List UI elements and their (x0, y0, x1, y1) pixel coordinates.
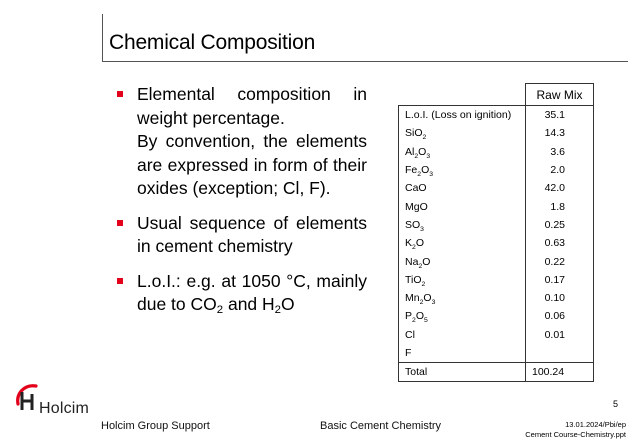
table-row (399, 252, 594, 270)
component-value: 2.0 (526, 161, 594, 179)
component-name: SiO$_2$ (399, 124, 526, 142)
component-name: TiO$_2$ (399, 271, 526, 289)
bullet-usual-sequence (117, 212, 367, 259)
table-row (399, 326, 594, 344)
holcim-logo-text: Holcim (39, 400, 90, 417)
bullet-square-icon (117, 220, 123, 226)
slide-title: Chemical Composition (109, 31, 316, 54)
table-row (399, 161, 594, 179)
component-value: 1.8 (526, 197, 594, 215)
footer-right (525, 420, 626, 440)
bullet-text: By convention, the elements are expressed in form of their oxides (exception; Cl, F). (137, 131, 367, 198)
page-number: 5 (613, 399, 619, 409)
component-name: $Fe_2O_3$ (399, 161, 526, 179)
table-row (399, 234, 594, 252)
bullet-elemental-composition (117, 83, 367, 201)
table-total-row (399, 363, 594, 382)
bullet-text: L.o.I.: e.g. at 1050 °C, mainly due to $CO_2$ and $H_2O$ (137, 270, 367, 316)
bullet-square-icon (117, 278, 123, 284)
table-body (399, 106, 594, 363)
table-row (399, 143, 594, 161)
table-row (399, 344, 594, 363)
component-value: 0.10 (526, 289, 594, 307)
component-value: 0.63 (526, 234, 594, 252)
title-vertical-rule (102, 14, 103, 62)
component-value: 0.17 (526, 271, 594, 289)
footer-center: Basic Cement Chemistry (320, 420, 442, 432)
composition-table (398, 83, 594, 382)
table-header-raw-mix: Raw Mix (526, 84, 594, 106)
bullet-list (117, 83, 367, 328)
table-row (399, 106, 594, 125)
footer-left: Holcim Group Support (101, 420, 210, 432)
table-row (399, 197, 594, 215)
component-name: CaO (399, 179, 526, 197)
total-value: 100.24 (526, 363, 594, 382)
table-header-row (399, 84, 594, 106)
component-name: $P_2O_5$ (399, 307, 526, 325)
component-value: 0.01 (526, 326, 594, 344)
table-row (399, 271, 594, 289)
table-row (399, 289, 594, 307)
component-value: 0.06 (526, 307, 594, 325)
table-header-empty (399, 84, 526, 106)
component-value: 0.25 (526, 216, 594, 234)
bullet-text: Usual sequence of elements in cement chemistry (137, 212, 367, 256)
component-name: $SO_3$ (399, 216, 526, 234)
component-name: $Al_2O_3$ (399, 143, 526, 161)
component-name: $Na_2O$ (399, 252, 526, 270)
bullet-loi (117, 270, 367, 317)
footer-date-ref: 13.01.2024/Pbi/ep (565, 420, 626, 429)
table-row (399, 307, 594, 325)
component-name: MgO (399, 197, 526, 215)
bullet-text: Elemental composition in weight percentage. (137, 84, 367, 128)
holcim-logo-icon (14, 380, 42, 412)
component-name: F (399, 344, 526, 363)
component-value: 0.22 (526, 252, 594, 270)
table-row (399, 216, 594, 234)
component-name: $K_2O$ (399, 234, 526, 252)
table-row (399, 179, 594, 197)
footer-file: Cement Course-Chemistry.ppt (525, 430, 626, 439)
component-value: 42.0 (526, 179, 594, 197)
component-value: 35.1 (526, 106, 594, 125)
component-name: $Mn_2O_3$ (399, 289, 526, 307)
title-horizontal-rule (102, 61, 628, 62)
table-row (399, 124, 594, 142)
component-name: L.o.I. (Loss on ignition) (399, 106, 526, 125)
component-value: 14.3 (526, 124, 594, 142)
bullet-square-icon (117, 91, 123, 97)
total-label: Total (399, 363, 526, 382)
component-value: 3.6 (526, 143, 594, 161)
component-name: Cl (399, 326, 526, 344)
component-value (526, 344, 594, 363)
